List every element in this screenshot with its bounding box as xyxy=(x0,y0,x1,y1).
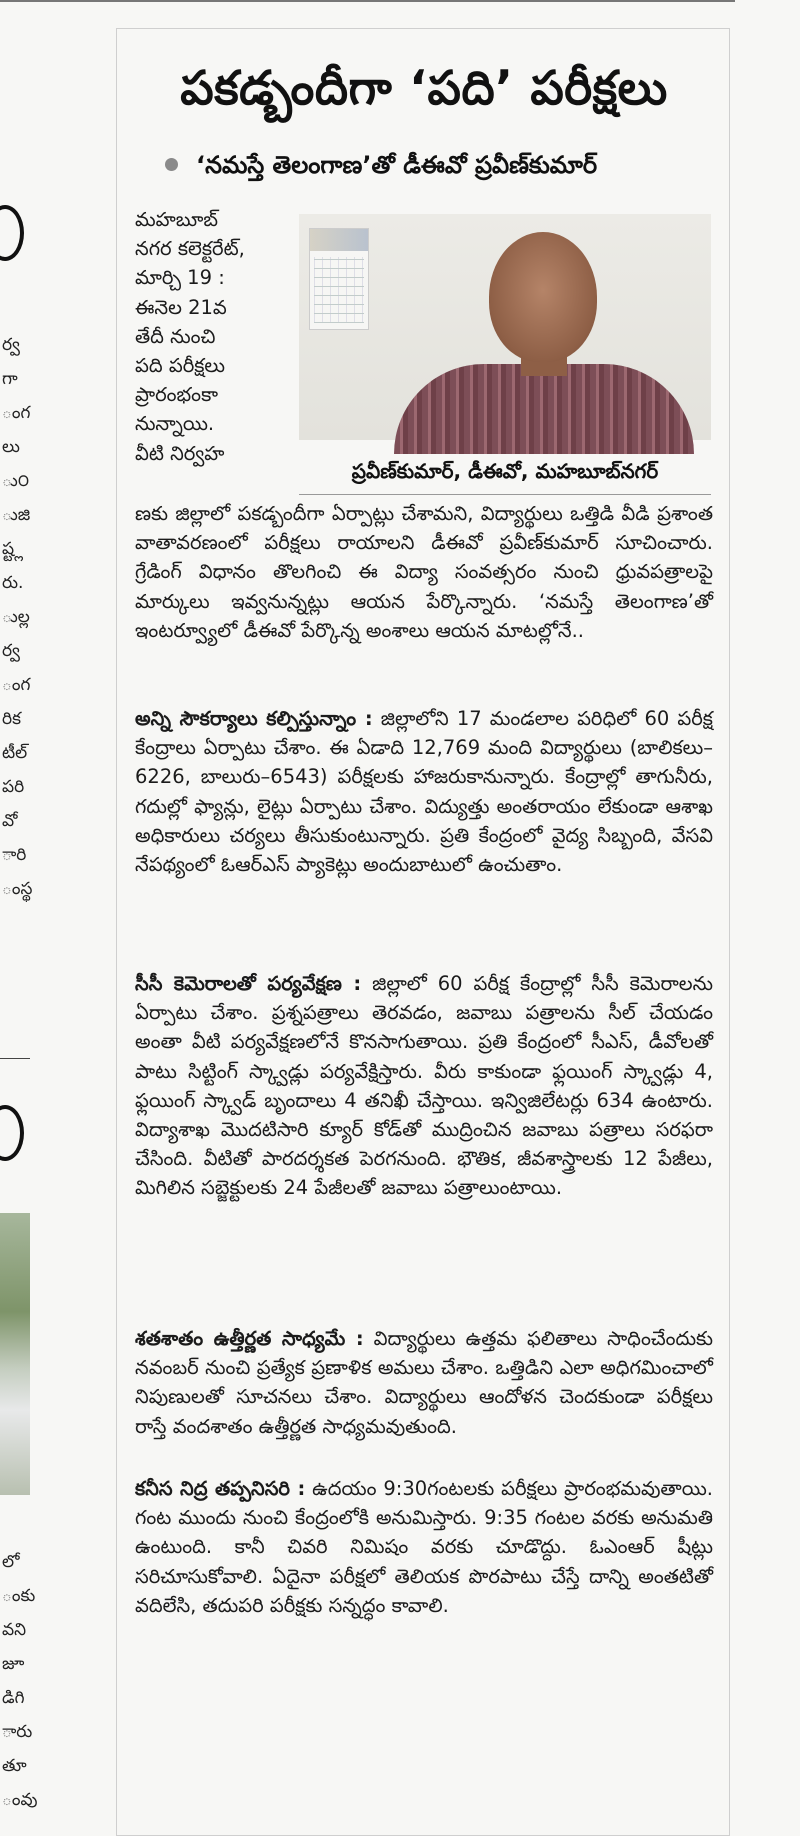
top-rule xyxy=(0,0,735,2)
fragment: వని xyxy=(2,1620,27,1640)
wall-calendar xyxy=(309,228,369,330)
fragment: లు xyxy=(2,437,20,457)
section-text: జిల్లాలోని 17 మండలాల పరిధిలో 60 పరీక్ష కేంద్రాలు ఏర్పాటు చేశాం. ఈ ఏడాది 12,769 మంది విద్యార్థులు (బాలికలు–6226, బాలురు–6543) పరీక్షలకు హాజరుకానున్నారు. కేంద్రాల్లో తాగునీరు, గదుల్లో ఫ్యాన్లు, లైట్లు ఏర్పాటు చేశాం. విద్యుత్తు అంతరాయం లేకుండా ఆశాఖ అధికారులు చర్యలు తీసుకుంటున్నారు. ప్రతి కేంద్రంలో వైద్య సిబ్బంది, వేసవి నేపథ్యంలో ఓఆర్ఎస్ ప్యాకెట్లు అందుబాటులో ఉంచుతాం. xyxy=(135,707,713,877)
fragment: ుజి xyxy=(2,505,31,525)
adjacent-photo xyxy=(0,1213,30,1495)
intro-line: మార్చి 19 : xyxy=(135,266,225,290)
intro-line: ప్రారంభంకా xyxy=(135,383,218,407)
fragment: ంకు xyxy=(2,1586,36,1606)
fragment: ంవు xyxy=(2,1790,38,1810)
intro-line: నున్నాయి. xyxy=(135,412,215,436)
section-pass-rate xyxy=(135,1324,713,1441)
cropped-letter-glyph xyxy=(0,1105,24,1161)
section-heading: కనీస నిద్ర తప్పనిసరి : xyxy=(135,1477,306,1500)
fragment: రు. xyxy=(2,573,24,593)
fragment: ారు xyxy=(2,1722,33,1742)
fragment: తూ xyxy=(2,1756,27,1776)
fragment: టీల్ xyxy=(2,743,28,763)
intro-narrow-column xyxy=(135,205,263,468)
intro-line: ఈనెల 21వ xyxy=(135,295,227,319)
section-heading: శతశాతం ఉత్తీర్ణత సాధ్యమే : xyxy=(135,1327,364,1350)
adjacent-text-bottom xyxy=(2,1545,38,1817)
photo-caption: ప్రవీణ్‌కుమార్, డీఈవో, మహబూబ్‌నగర్ xyxy=(351,459,659,483)
section-text: జిల్లాలో 60 పరీక్ష కేంద్రాల్లో సీసీ కెమెరాలను ఏర్పాటు చేశాం. ప్రశ్నపత్రాలు తెరవడం, జవాబు పత్రాలను సీల్ చేయడం అంతా వీటి పర్యవేక్షణలోనే కొనసాగుతాయి. ప్రతి కేంద్రంలో సీఎస్, డీవోలతో పాటు సిట్టింగ్ స్క్వాడ్లు పర్యవేక్షిస్తారు. వీరు కాకుండా ఫ్లయింగ్ స్క్వాడ్లు 4, ఫ్లయింగ్ స్క్వాడ్ బృందాలు 4 తనిఖీ చేస్తాయి. ఇన్విజిలేటర్లు 634 ఉంటారు. విద్యాశాఖ మొదటిసారి క్యూర్ కోడ్‌తో ముద్రించిన జవాబు పత్రాలు సరఫరా చేసింది. వీటితో పారదర్శకత పెరగనుంది. భౌతిక, జీవశాస్త్రాలకు 12 పేజీలు, మిగిలిన సబ్జెక్టులకు 24 పేజీలతో జవాబు పత్రాలుంటాయి. xyxy=(135,972,714,1200)
section-text: ఉదయం 9:30గంటలకు పరీక్షలు ప్రారంభమవుతాయి. గంట ముందు నుంచి కేంద్రంలోకి అనుమిస్తారు. 9:35 గంటల వరకు అనుమతి ఉంటుంది. కానీ చివరి నిమిషం వరకు చూడొద్దు. ఓఎంఆర్ షీట్లు సరిచూసుకోవాలి. ఏదైనా పరీక్షలో తెలియక పొరపాటు చేస్తే దాన్ని అంతటితో వదిలేసి, తదుపరి పరీక్షకు సన్నద్ధం కావాలి. xyxy=(135,1477,714,1617)
fragment: ంస్థ xyxy=(2,879,33,899)
news-article xyxy=(116,28,730,1836)
section-facilities xyxy=(135,704,713,879)
intro-line: పది పరీక్షలు xyxy=(135,354,226,378)
fragment: ష్ట్ల xyxy=(2,539,24,559)
intro-line: మహబూబ్ xyxy=(135,208,219,231)
section-heading: సీసీ కెమెరాలతో పర్యవేక్షణ : xyxy=(135,972,362,995)
intro-paragraph: ణకు జిల్లాలో పకడ్బందీగా ఏర్పాట్లు చేశామని, విద్యార్థులు ఒత్తిడి వీడి ప్రశాంత వాతావరణంలో పరీక్షలు రాయాలని డీఈవో ప్రవీణ్‌కుమార్ సూచించారు. గ్రేడింగ్ విధానం తొలగించి ఈ విద్యా సంవత్సరం నుంచి ధ్రువపత్రాలపై మార్కులు ఇవ్వనున్నట్లు ఆయన పేర్కొన్నారు. ‘నమస్తే తెలంగాణ’తో ఇంటర్వ్యూలో డీఈవో పేర్కొన్న అంశాలు ఆయన మాటల్లోనే.. xyxy=(135,502,713,642)
fragment: డిగి xyxy=(2,1688,25,1708)
fragment: ారి xyxy=(2,845,27,865)
intro-line: వీటి నిర్వహ xyxy=(135,441,225,465)
fragment: పరి xyxy=(2,777,25,797)
fragment: ు౦ xyxy=(2,471,30,491)
fragment: ంగ xyxy=(2,403,31,423)
fragment: రిక xyxy=(2,709,21,729)
subheadline xyxy=(165,149,597,181)
fragment: ర్వ xyxy=(2,335,20,355)
section-text: విద్యార్థులు ఉత్తమ ఫలితాలు సాధించేందుకు నవంబర్ నుంచి ప్రత్యేక ప్రణాళిక అమలు చేశాం. ఒత్తిడిని ఎలా అధిగమించాలో నిపుణులతో సూచనలు చేశాం. విద్యార్థులు ఆందోళన చెందకుండా పరీక్షలు రాస్తే వందశాతం ఉత్తీర్ణత సాధ్యమవుతుంది. xyxy=(135,1327,713,1438)
fragment: గా xyxy=(2,369,18,389)
column-divider xyxy=(0,1058,30,1059)
intro-line: నగర కలెక్టరేట్, xyxy=(135,237,245,261)
cropped-letter-glyph xyxy=(0,205,24,261)
caption-rule xyxy=(299,494,711,495)
person-head xyxy=(489,232,597,362)
headline: పకడ్బందీగా ‘పది’ పరీక్షలు xyxy=(180,61,668,116)
bullet-icon xyxy=(165,158,178,171)
section-sleep xyxy=(135,1474,713,1620)
fragment: ర్వ xyxy=(2,641,20,661)
person-shirt xyxy=(394,364,694,454)
section-cctv xyxy=(135,969,713,1203)
intro-line: తేదీ నుంచి xyxy=(135,324,216,348)
portrait-photo xyxy=(299,214,711,440)
fragment: వో xyxy=(2,811,18,831)
subheadline-text: ‘నమస్తే తెలంగాణ’తో డీఈవో ప్రవీణ్‌కుమార్ xyxy=(196,151,598,179)
fragment: ుల్ల xyxy=(2,607,30,627)
adjacent-text-top xyxy=(2,328,32,906)
section-heading: అన్ని సౌకర్యాలు కల్పిస్తున్నాం : xyxy=(135,707,373,730)
fragment: లో xyxy=(2,1552,20,1572)
fragment: ంగ xyxy=(2,675,31,695)
adjacent-column-left xyxy=(0,0,38,1827)
fragment: జూ xyxy=(2,1654,25,1674)
